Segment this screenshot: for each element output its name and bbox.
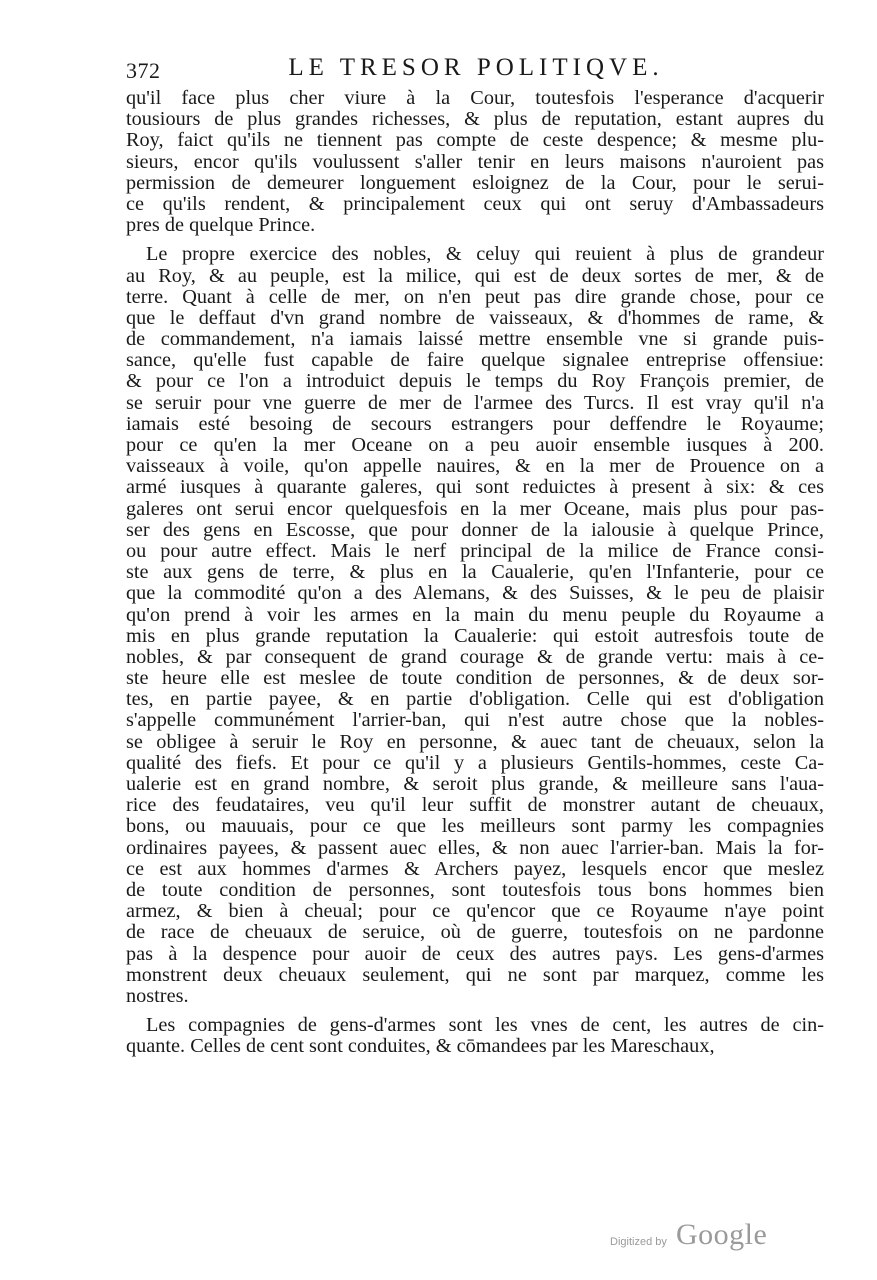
text-line: bons, ou mauuais, pour ce que les meilleurs sont parmy les compagnies <box>126 816 824 838</box>
text-line: nostres. <box>126 985 189 1007</box>
text-line: qu'on prend à voir les armes en la main du menu peuple du Royaume a <box>126 604 824 626</box>
text-line: ce qu'ils rendent, & principalement ceux qui ont seruy d'Ambassadeurs <box>126 193 824 215</box>
text-line: qualité des fiefs. Et pour ce qu'il y a plusieurs Gentils-hommes, ceste Ca- <box>126 752 824 774</box>
paragraph <box>126 88 824 236</box>
text-line: ce est aux hommes d'armes & Archers payez, lesquels encor que meslez <box>126 858 824 880</box>
text-line: au Roy, & au peuple, est la milice, qui est de deux sortes de mer, & de <box>126 265 824 287</box>
text-line: qu'il face plus cher viure à la Cour, toutesfois l'esperance d'acquerir <box>126 88 824 109</box>
text-line: s'appelle communément l'arrier-ban, qui n'est autre chose que la nobles- <box>126 710 824 732</box>
body-text <box>126 88 824 1057</box>
text-line: ser des gens en Escosse, que pour donner de la ialousie à quelque Prince, <box>126 519 824 541</box>
text-line: de commandement, n'a iamais laissé mettre ensemble vne si grande puis- <box>126 329 824 351</box>
text-line: tousiours de plus grandes richesses, & plus de reputation, estant aupres du <box>126 109 824 131</box>
text-line: vaisseaux à voile, qu'on appelle nauires, & en la mer de Prouence on a <box>126 456 824 478</box>
text-line: monstrent deux cheuaux seulement, qui ne sont par marquez, comme les <box>126 964 824 986</box>
page-number: 372 <box>126 58 161 83</box>
text-line: ualerie est en grand nombre, & seroit plus grande, & meilleure sans l'aua- <box>126 774 824 795</box>
text-line: que la commodité qu'on a des Alemans, & des Suisses, & le peu de plaisir <box>126 583 824 605</box>
digitized-by-google-watermark <box>610 1218 850 1258</box>
text-line: mis en plus grande reputation la Caualerie: qui estoit autresfois toute de <box>126 625 824 647</box>
text-line: ou pour autre effect. Mais le nerf principal de la milice de France consi- <box>126 540 824 562</box>
text-line: ste aux gens de terre, & plus en la Caualerie, qu'en l'Infanterie, pour ce <box>126 562 824 584</box>
text-line: de race de cheuaux de seruice, où de guerre, toutesfois on ne pardonne <box>126 922 824 944</box>
paragraph-gap <box>126 236 824 244</box>
text-line: armé iusques à quarante galeres, qui sont reduictes à present à six: & ces <box>126 477 824 499</box>
running-title: LE TRESOR POLITIQVE. <box>288 54 664 81</box>
text-line: & pour ce l'on a introduict depuis le temps du Roy François premier, de <box>126 371 824 393</box>
text-line: galeres ont serui encor quelquesfois en la mer Oceane, mais plus pour pas- <box>126 498 824 520</box>
text-line: que le deffaut d'vn grand nombre de vaisseaux, & d'hommes de rame, & <box>126 307 824 329</box>
text-line: Les compagnies de gens-d'armes sont les vnes de cent, les autres de cin- <box>146 1015 824 1037</box>
text-line: quante. Celles de cent sont conduites, & cōmandees par les Mareschaux, <box>126 1036 715 1058</box>
text-line: pas à la despence pour auoir de ceux des autres pays. Les gens-d'armes <box>126 943 824 965</box>
text-line: tes, en partie payee, & en partie d'obligation. Celle qui est d'obligation <box>126 689 824 711</box>
text-line: sieurs, encor qu'ils voulussent s'aller tenir en leurs maisons n'auroient pas <box>126 151 824 173</box>
text-line: Le propre exercice des nobles, & celuy qui reuient à plus de grandeur <box>146 244 824 266</box>
text-line: terre. Quant à celle de mer, on n'en peut pas dire grande chose, pour ce <box>126 286 824 308</box>
text-line: sance, qu'elle fust capable de faire quelque signalee entreprise offensiue: <box>126 350 824 372</box>
text-line: pour ce qu'en la mer Oceane on a peu auoir ensemble iusques à 200. <box>126 435 824 456</box>
text-line: armez, & bien à cheual; pour ce qu'encor que ce Royaume n'aye point <box>126 901 824 923</box>
text-line: se obligee à seruir le Roy en personne, & auec tant de cheuaux, selon la <box>126 731 824 753</box>
google-logo: Google <box>676 1218 768 1251</box>
paragraph <box>126 244 824 1007</box>
text-line: nobles, & par consequent de grand courage & de grande vertu: mais à ce- <box>126 646 824 668</box>
text-line: rice des feudataires, veu qu'il leur suffit de monstrer autant de cheuaux, <box>126 795 824 817</box>
text-line: se seruir pour vne guerre de mer de l'armee des Turcs. Il est vray qu'il n'a <box>126 392 824 414</box>
page-header <box>126 54 826 88</box>
text-line: iamais esté besoing de secours estrangers pour deffendre le Royaume; <box>126 413 824 435</box>
text-line: ste heure elle est meslee de toute condition de personnes, & de deux sor- <box>126 668 824 690</box>
text-line: permission de demeurer longuement esloignez de la Cour, pour le serui- <box>126 172 824 194</box>
paragraph <box>126 1015 824 1057</box>
text-line: pres de quelque Prince. <box>126 215 316 237</box>
watermark-prefix: Digitized by <box>610 1236 667 1248</box>
text-line: Roy, faict qu'ils ne tiennent pas compte de ceste despence; & mesme plu- <box>126 130 824 152</box>
text-line: de toute condition de personnes, sont toutesfois tous bons hommes bien <box>126 879 824 901</box>
text-line: ordinaires payees, & passent auec elles, & non auec l'arrier-ban. Mais la for- <box>126 837 824 859</box>
paragraph-gap <box>126 1007 824 1015</box>
